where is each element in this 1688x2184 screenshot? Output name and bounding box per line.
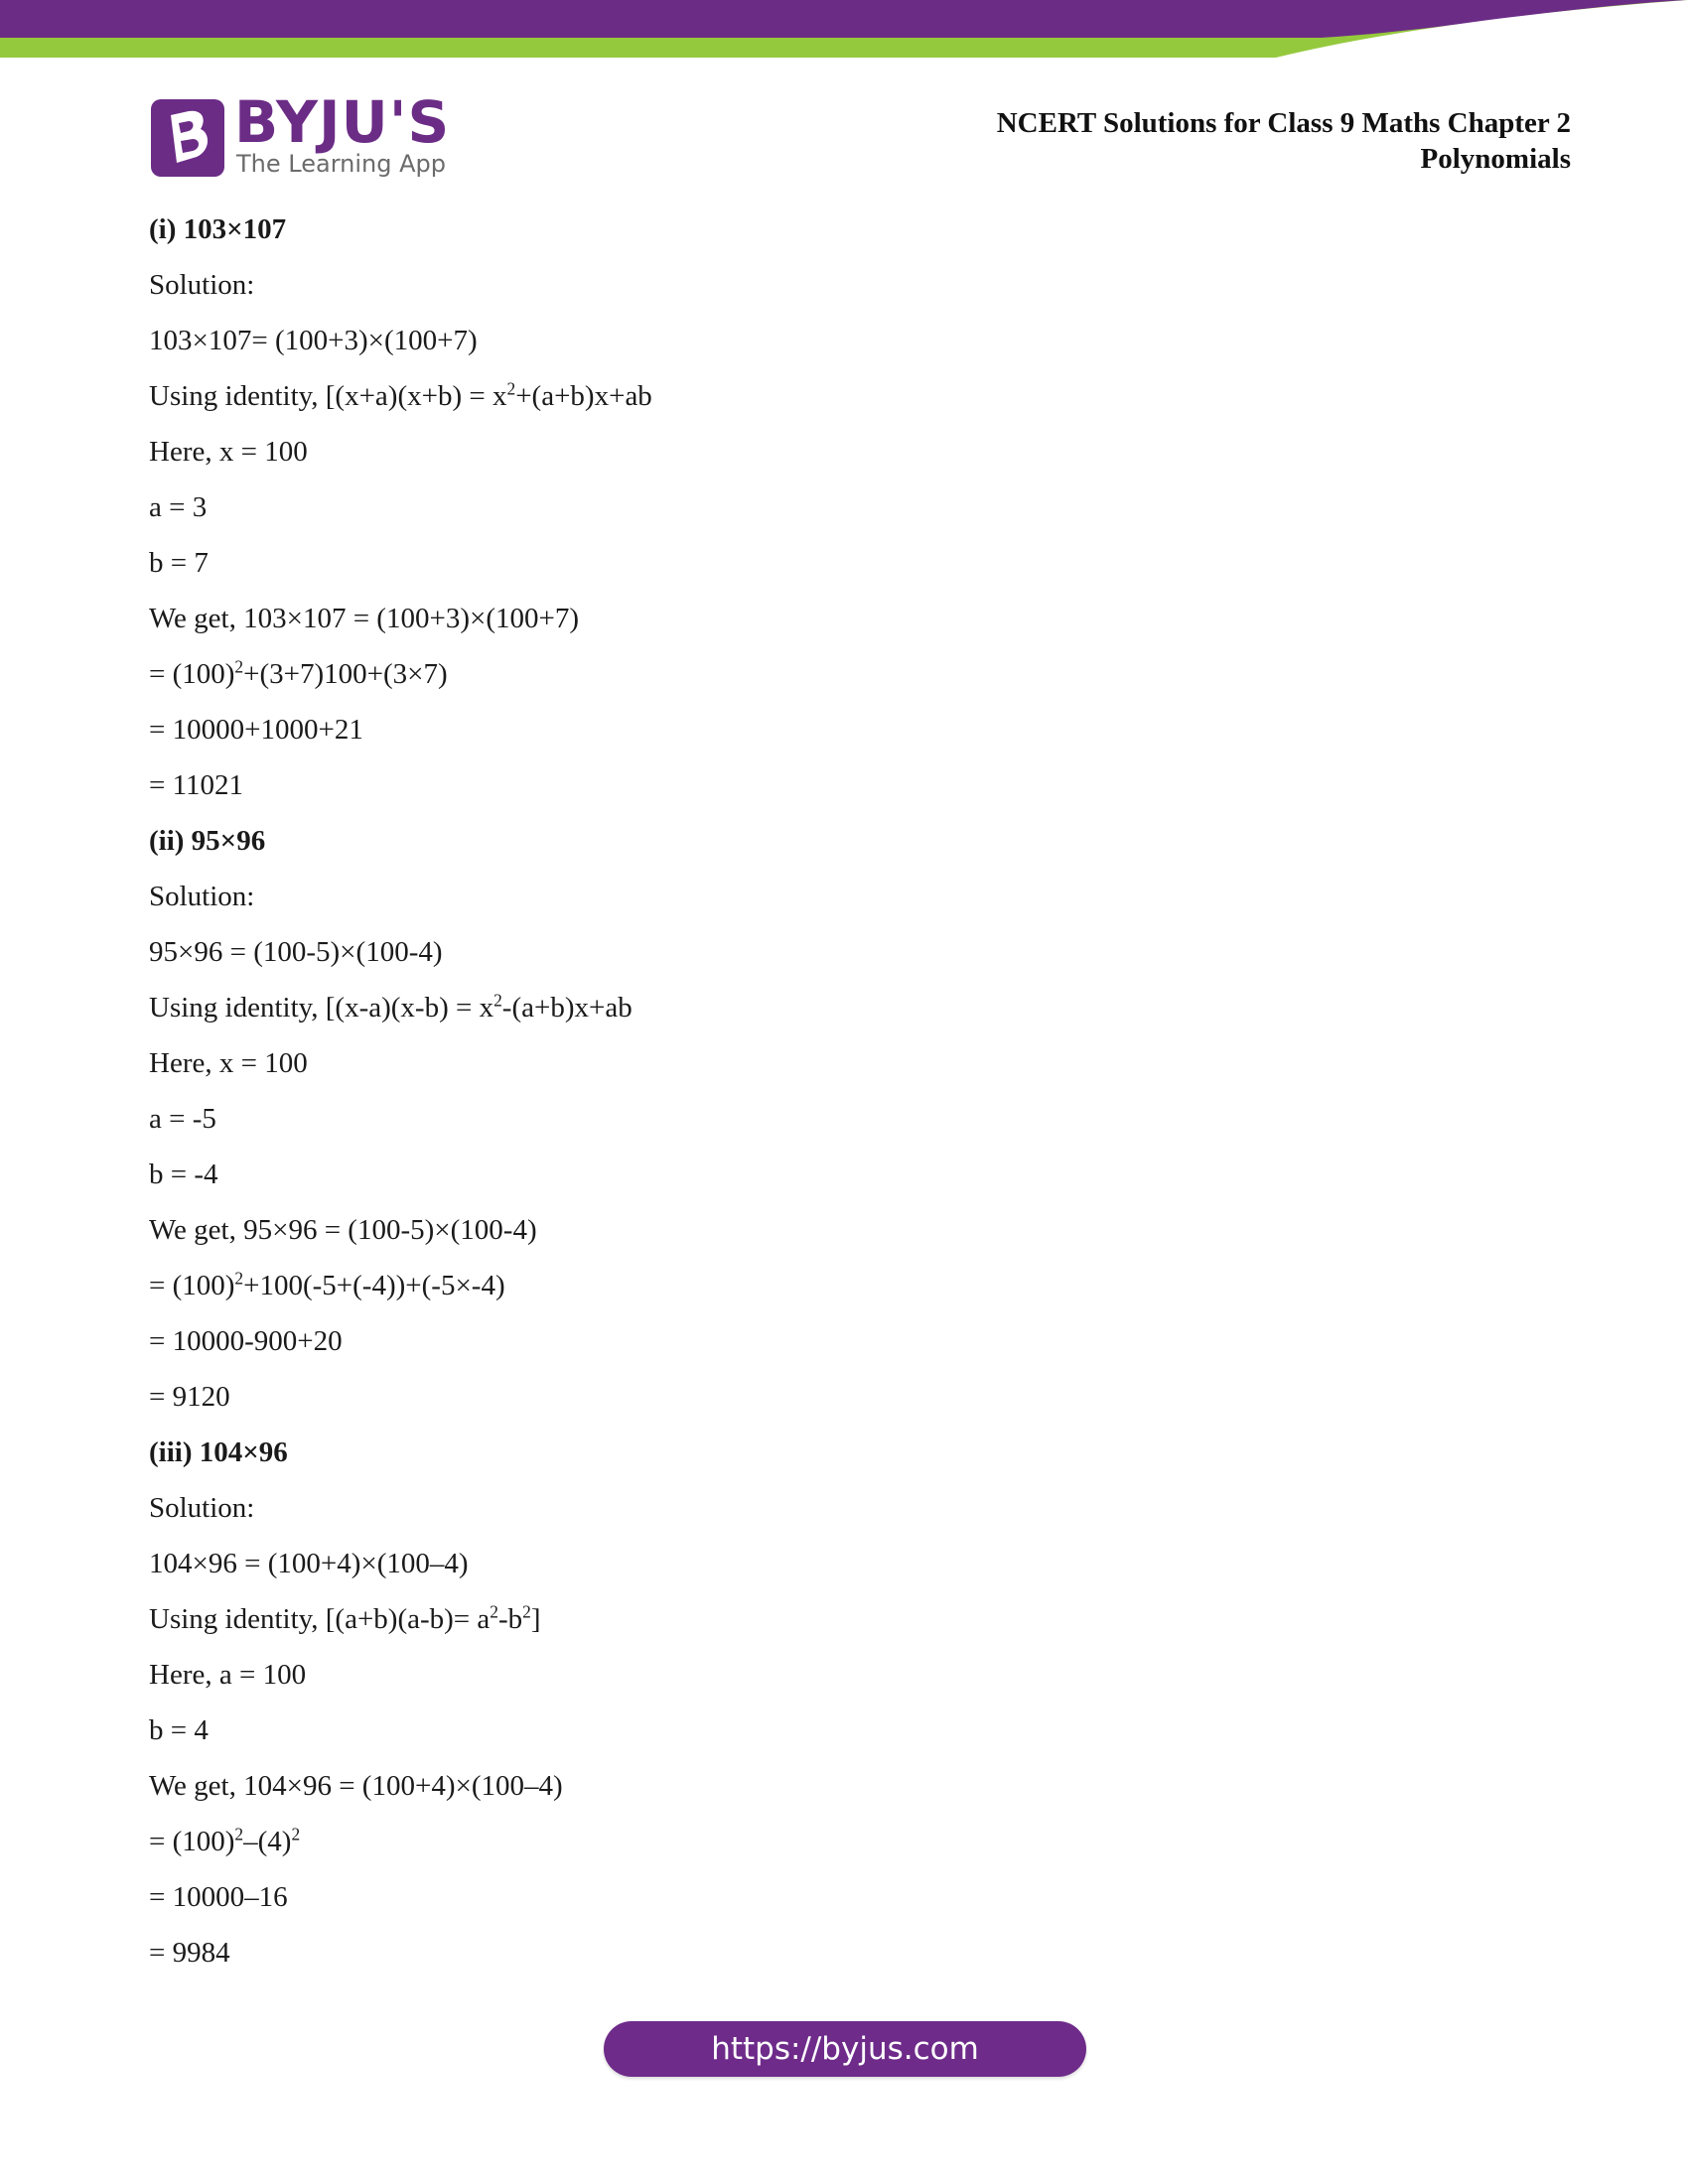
text-run: (i) 103×107 (149, 213, 287, 245)
text-run: = 10000–16 (149, 1881, 288, 1913)
question-heading (149, 1431, 1539, 1486)
solution-line (149, 1764, 1539, 1820)
text-run: b = 4 (149, 1714, 209, 1746)
solution-line (149, 1375, 1539, 1431)
text-run: -(a+b)x+ab (501, 992, 633, 1024)
text-run: (iii) 104×96 (149, 1436, 288, 1468)
text-run: +100(-5+(-4))+(-5×-4) (243, 1270, 505, 1301)
solution-line (149, 597, 1539, 652)
text-run: = (100) (149, 1270, 235, 1301)
solution-line (149, 541, 1539, 597)
solution-line (149, 930, 1539, 986)
text-run: 95×96 = (100-5)×(100-4) (149, 936, 443, 968)
solution-line (149, 263, 1539, 319)
solution-line (149, 1097, 1539, 1153)
superscript: 2 (291, 1824, 301, 1844)
top-banner (0, 0, 1688, 69)
solution-line (149, 1542, 1539, 1597)
footer-url-button[interactable] (604, 2021, 1086, 2077)
solution-line (149, 652, 1539, 708)
text-run: = 10000-900+20 (149, 1325, 343, 1357)
solution-line (149, 1208, 1539, 1264)
superscript: 2 (493, 990, 502, 1011)
solution-line (149, 763, 1539, 819)
byjus-b-icon (149, 97, 226, 179)
solution-line (149, 986, 1539, 1041)
text-run: Here, x = 100 (149, 1047, 308, 1079)
text-run: Solution: (149, 1492, 255, 1524)
solution-line (149, 1319, 1539, 1375)
header-title-line-1: NCERT Solutions for Class 9 Maths Chapter 2 (996, 107, 1571, 139)
text-run: b = -4 (149, 1159, 218, 1190)
solution-line (149, 1597, 1539, 1653)
text-run: Solution: (149, 269, 255, 301)
superscript: 2 (506, 378, 516, 399)
text-run: –(4) (243, 1826, 292, 1857)
text-run: = (100) (149, 658, 235, 690)
solution-line (149, 1041, 1539, 1097)
solution-line (149, 1653, 1539, 1708)
solution-line (149, 1153, 1539, 1208)
solution-line (149, 1486, 1539, 1542)
text-run: (ii) 95×96 (149, 825, 266, 857)
top-banner-green-curve (0, 38, 1321, 58)
text-run: Here, a = 100 (149, 1659, 307, 1691)
solution-line (149, 374, 1539, 430)
text-run: a = 3 (149, 491, 208, 523)
text-run: Using identity, [(x-a)(x-b) = x (149, 992, 494, 1024)
solution-line (149, 875, 1539, 930)
text-run: = 9120 (149, 1381, 230, 1413)
text-run: Using identity, [(a+b)(a-b)= a (149, 1603, 491, 1635)
solution-line (149, 708, 1539, 763)
text-run: = 10000+1000+21 (149, 714, 363, 746)
footer-url-text: https://byjus.com (711, 2031, 979, 2067)
byjus-logo[interactable] (149, 88, 451, 181)
text-run: = (100) (149, 1826, 235, 1857)
solution-line (149, 1708, 1539, 1764)
text-run: Solution: (149, 881, 255, 912)
text-run: b = 7 (149, 547, 209, 579)
text-run: a = -5 (149, 1103, 216, 1135)
brand-tagline: The Learning App (236, 150, 446, 178)
text-run: 103×107= (100+3)×(100+7) (149, 325, 478, 356)
text-run: We get, 95×96 = (100-5)×(100-4) (149, 1214, 537, 1246)
superscript: 2 (234, 1824, 244, 1844)
solution-content (149, 207, 1539, 1986)
text-run: = 11021 (149, 769, 244, 801)
solution-line (149, 430, 1539, 485)
solution-line (149, 319, 1539, 374)
solution-line (149, 1820, 1539, 1875)
question-heading (149, 207, 1539, 263)
brand-name: BYJU'S (234, 88, 451, 156)
superscript: 2 (490, 1601, 498, 1622)
text-run: +(3+7)100+(3×7) (243, 658, 448, 690)
text-run: We get, 103×107 = (100+3)×(100+7) (149, 603, 580, 634)
superscript: 2 (522, 1601, 531, 1622)
solution-line (149, 1264, 1539, 1319)
text-run: We get, 104×96 = (100+4)×(100–4) (149, 1770, 563, 1802)
solution-line (149, 1875, 1539, 1931)
header-title-line-2: Polynomials (1420, 143, 1571, 175)
text-run: 104×96 = (100+4)×(100–4) (149, 1548, 469, 1579)
text-run: +(a+b)x+ab (515, 380, 652, 412)
solution-line (149, 1931, 1539, 1986)
solution-line (149, 485, 1539, 541)
text-run: ] (530, 1603, 541, 1635)
superscript: 2 (234, 1268, 244, 1289)
question-heading (149, 819, 1539, 875)
text-run: Using identity, [(x+a)(x+b) = x (149, 380, 507, 412)
text-run: -b (497, 1603, 523, 1635)
superscript: 2 (234, 656, 244, 677)
page-header (997, 105, 1571, 177)
text-run: Here, x = 100 (149, 436, 308, 468)
text-run: = 9984 (149, 1937, 230, 1969)
